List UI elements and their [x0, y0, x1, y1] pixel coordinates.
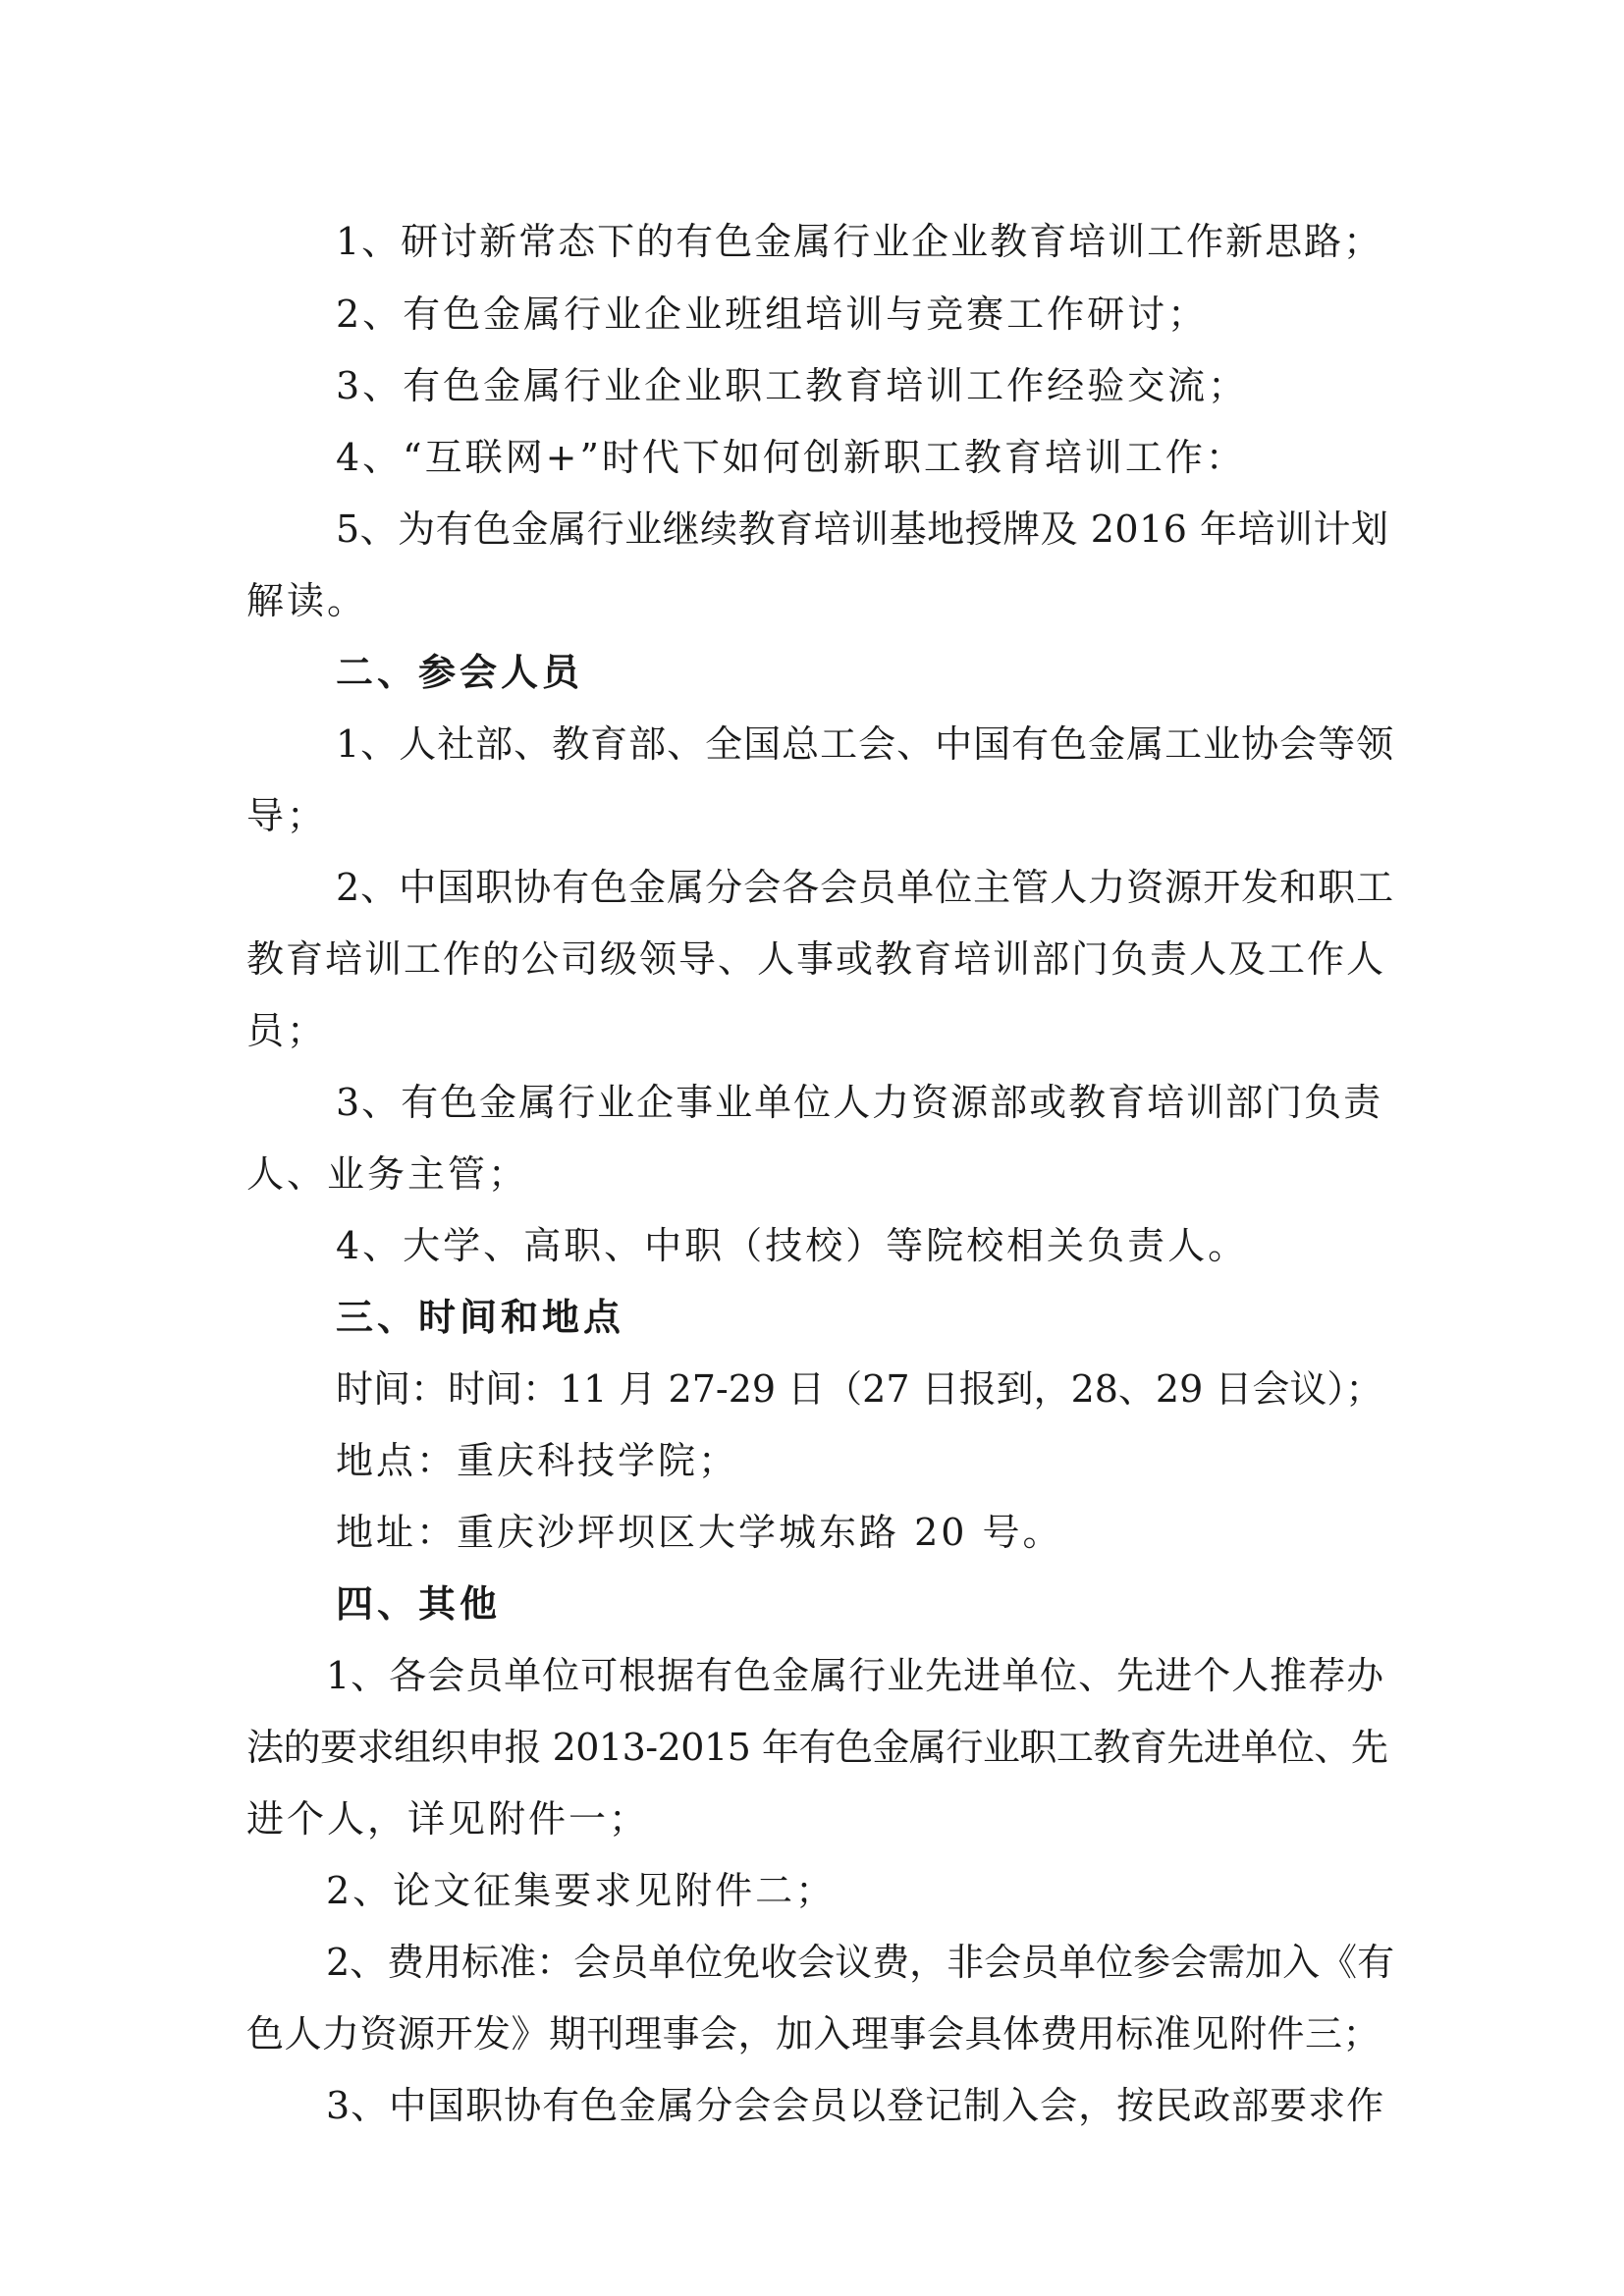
agenda-item-5-cont: 解读。 [246, 579, 368, 622]
section-heading-participants: 二、参会人员 [336, 650, 584, 694]
other-item-1: 1、各会员单位可根据有色金属行业先进单位、先进个人推荐办 [326, 1654, 1385, 1697]
participants-item-3-cont: 人、业务主管； [246, 1152, 529, 1196]
other-item-fees: 2、费用标准：会员单位免收会议费，非会员单位参会需加入《有 [326, 1941, 1395, 1984]
participants-item-2-cont-1: 教育培训工作的公司级领导、人事或教育培训部门负责人及工作人 [246, 937, 1386, 981]
address-line: 地址：重庆沙坪坝区大学城东路 20 号。 [336, 1511, 1063, 1554]
participants-item-3: 3、有色金属行业企事业单位人力资源部或教育培训部门负责 [336, 1081, 1383, 1124]
other-item-fees-cont: 色人力资源开发》期刊理事会，加入理事会具体费用标准见附件三； [246, 2012, 1381, 2056]
agenda-item-5: 5、为有色金属行业继续教育培训基地授牌及 2016 年培训计划 [336, 507, 1389, 551]
other-item-1-cont-1: 法的要求组织申报 2013-2015 年有色金属行业职工教育先进单位、先 [246, 1726, 1388, 1769]
agenda-item-1: 1、研讨新常态下的有色金属行业企业教育培训工作新思路； [336, 220, 1383, 263]
participants-item-1-cont: 导； [246, 794, 328, 837]
section-heading-other: 四、其他 [336, 1581, 502, 1626]
participants-item-2: 2、中国职协有色金属分会各会员单位主管人力资源开发和职工 [336, 866, 1395, 909]
agenda-item-4: 4、“互联网+”时代下如何创新职工教育培训工作： [336, 436, 1246, 479]
participants-item-1: 1、人社部、教育部、全国总工会、中国有色金属工业协会等领 [336, 722, 1395, 766]
agenda-item-2: 2、有色金属行业企业班组培训与竞赛工作研讨； [336, 293, 1209, 336]
participants-item-2-cont-2: 员； [246, 1009, 328, 1052]
agenda-item-3: 3、有色金属行业企业职工教育培训工作经验交流； [336, 364, 1249, 407]
time-line: 时间：时间：11 月 27-29 日（27 日报到，28、29 日会议）； [336, 1367, 1383, 1411]
other-item-1-cont-2: 进个人，详见附件一； [246, 1797, 650, 1841]
venue-line: 地点：重庆科技学院； [336, 1439, 739, 1482]
participants-item-4: 4、大学、高职、中职（技校）等院校相关负责人。 [336, 1224, 1249, 1267]
other-item-2: 2、论文征集要求见附件二； [326, 1869, 837, 1912]
section-heading-time-place: 三、时间和地点 [336, 1295, 625, 1339]
other-item-3: 3、中国职协有色金属分会会员以登记制入会，按民政部要求作 [326, 2084, 1385, 2127]
